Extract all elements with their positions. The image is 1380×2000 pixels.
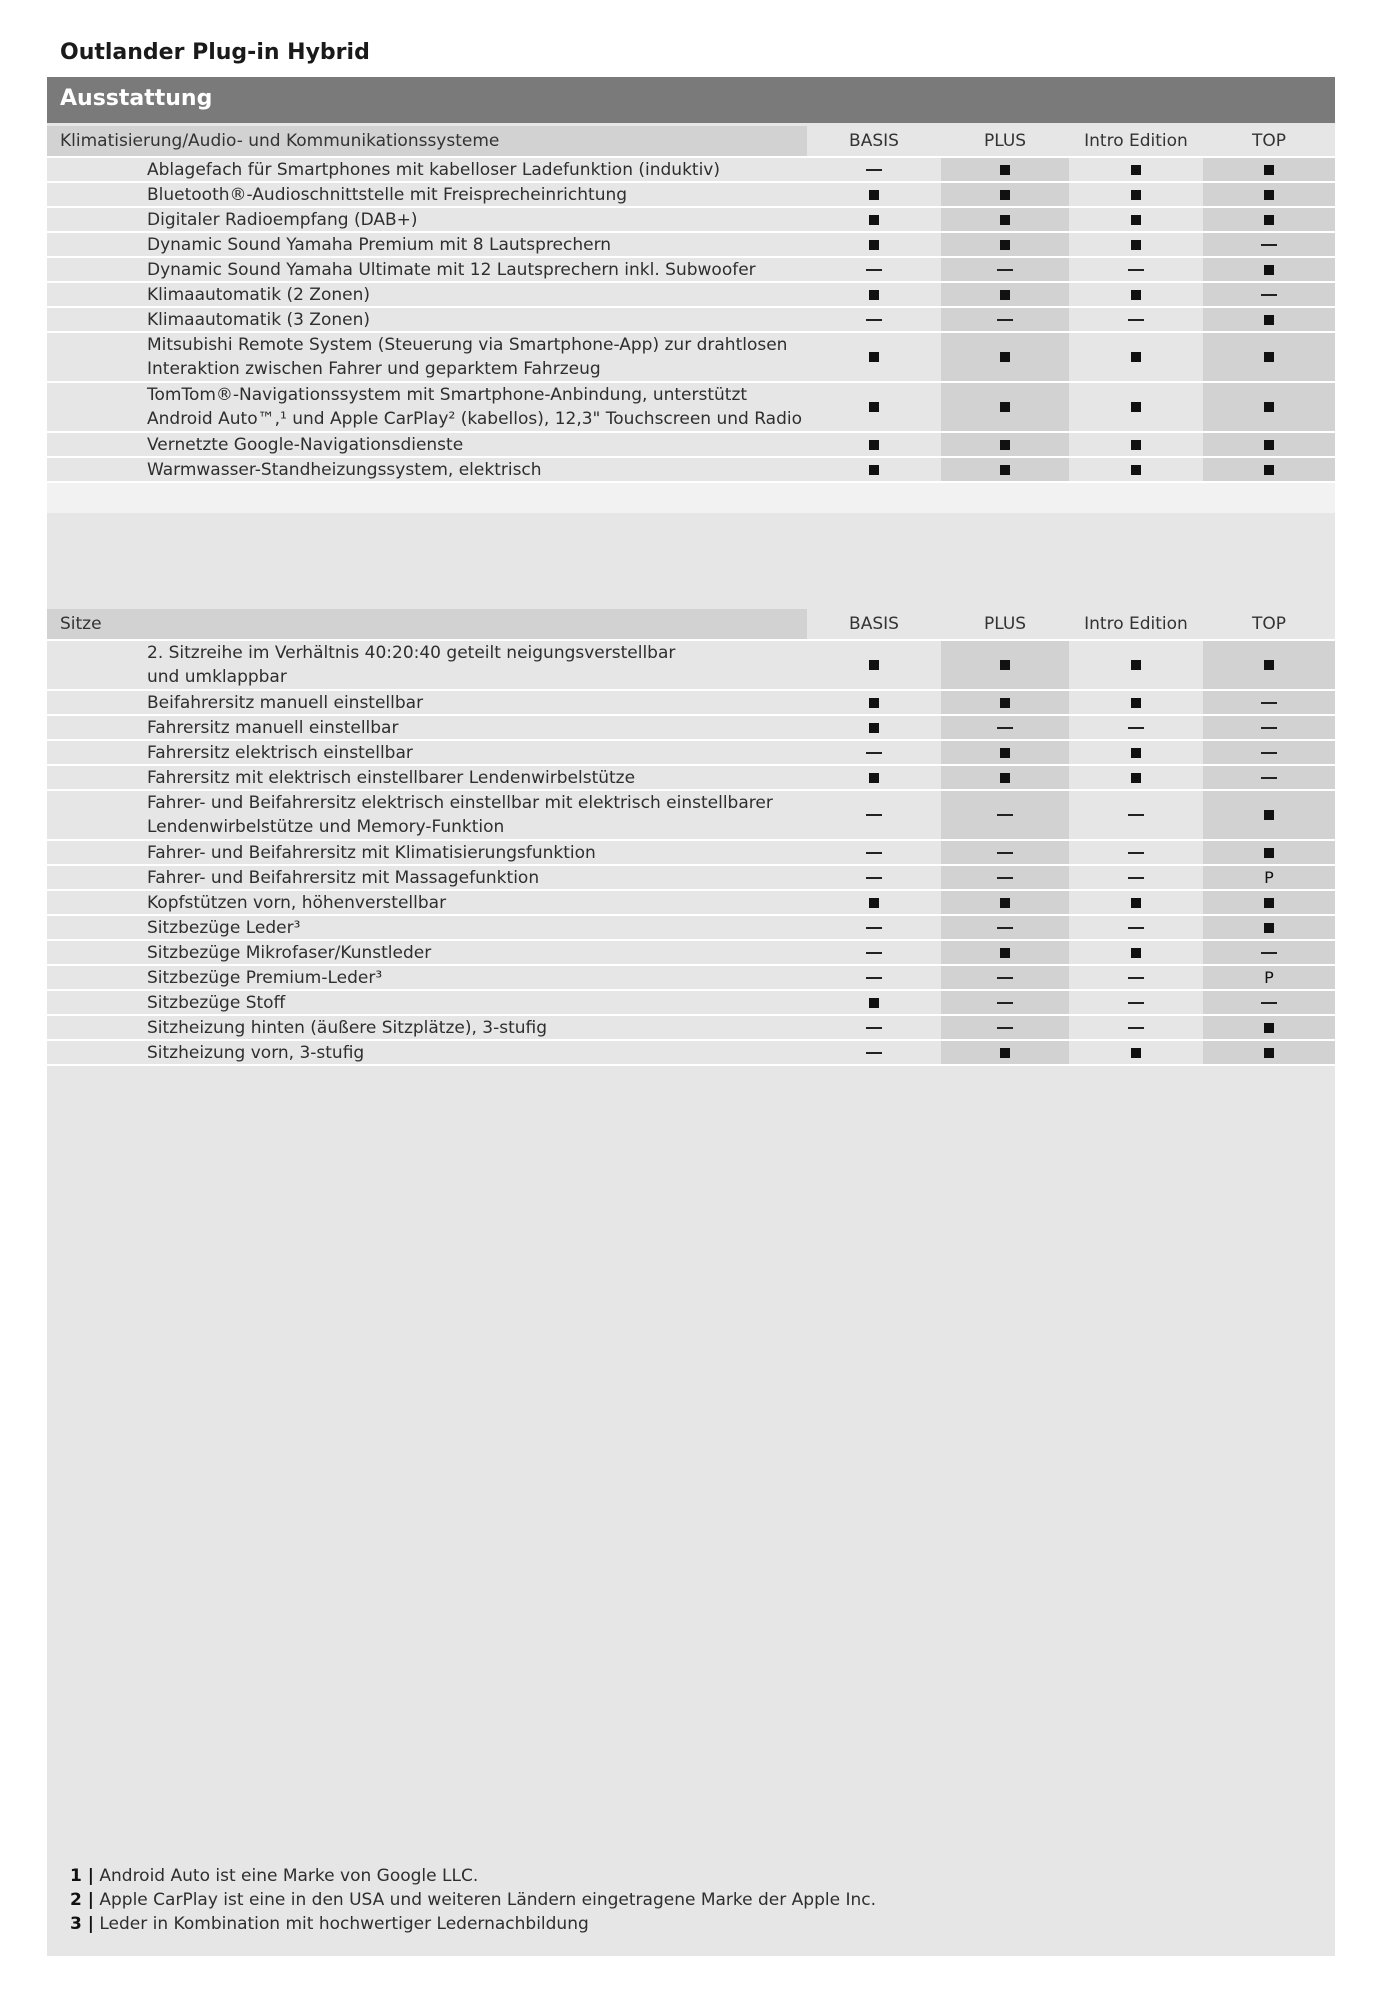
- table-row: [47, 841, 1335, 866]
- standard-mark-icon: [1072, 641, 1200, 689]
- footnote-3: 3 | Leder in Kombination mit hochwertiger Ledernachbildung: [70, 1914, 589, 1934]
- table-row: [47, 916, 1335, 941]
- square-icon: [869, 290, 879, 300]
- standard-mark-icon: [941, 183, 1069, 206]
- table-row: [47, 183, 1335, 208]
- standard-mark-icon: [941, 1041, 1069, 1064]
- dash-icon: [1261, 952, 1277, 954]
- dash-icon: [866, 1052, 882, 1054]
- square-icon: [1264, 440, 1274, 450]
- standard-mark-icon: [1072, 458, 1200, 481]
- square-icon: [1000, 440, 1010, 450]
- not-available-icon: [1203, 233, 1335, 256]
- not-available-icon: [810, 791, 938, 839]
- standard-mark-icon: [941, 433, 1069, 456]
- square-icon: [1000, 215, 1010, 225]
- dash-icon: [1128, 727, 1144, 729]
- standard-mark-icon: [941, 233, 1069, 256]
- square-icon: [1264, 265, 1274, 275]
- feature-name: Beifahrersitz manuell einstellbar: [147, 692, 424, 713]
- dash-icon: [1128, 1027, 1144, 1029]
- standard-mark-icon: [941, 208, 1069, 231]
- table-row: [47, 991, 1335, 1016]
- table-row: [47, 891, 1335, 916]
- square-icon: [1000, 165, 1010, 175]
- standard-mark-icon: [1203, 183, 1335, 206]
- dash-icon: [997, 727, 1013, 729]
- dash-icon: [1261, 244, 1277, 246]
- standard-mark-icon: [941, 641, 1069, 689]
- standard-mark-icon: [1203, 208, 1335, 231]
- dash-icon: [1128, 977, 1144, 979]
- standard-mark-icon: [810, 283, 938, 306]
- standard-mark-icon: [1203, 308, 1335, 331]
- standard-mark-icon: [1203, 383, 1335, 431]
- not-available-icon: [1072, 1016, 1200, 1039]
- square-icon: [1131, 352, 1141, 362]
- not-available-icon: [1072, 258, 1200, 281]
- standard-mark-icon: [941, 941, 1069, 964]
- standard-mark-icon: [1203, 433, 1335, 456]
- standard-mark-icon: [1072, 741, 1200, 764]
- standard-mark-icon: [1072, 383, 1200, 431]
- dash-icon: [866, 169, 882, 171]
- not-available-icon: [1072, 308, 1200, 331]
- dash-icon: [1261, 294, 1277, 296]
- square-icon: [869, 215, 879, 225]
- table-row: [47, 741, 1335, 766]
- dash-icon: [997, 1027, 1013, 1029]
- not-available-icon: [1072, 991, 1200, 1014]
- not-available-icon: [941, 308, 1069, 331]
- square-icon: [869, 190, 879, 200]
- standard-mark-icon: [810, 383, 938, 431]
- dash-icon: [1261, 727, 1277, 729]
- square-icon: [869, 402, 879, 412]
- standard-mark-icon: [1072, 891, 1200, 914]
- table-row: [47, 1041, 1335, 1066]
- standard-mark-icon: [941, 383, 1069, 431]
- dash-icon: [1128, 927, 1144, 929]
- feature-name: Ablagefach für Smartphones mit kabelloser Ladefunktion (induktiv): [147, 159, 721, 180]
- page-title: Outlander Plug-in Hybrid: [60, 40, 370, 65]
- square-icon: [1131, 402, 1141, 412]
- standard-mark-icon: [810, 433, 938, 456]
- square-icon: [1000, 660, 1010, 670]
- feature-name: Fahrersitz mit elektrisch einstellbarer Lendenwirbelstütze: [147, 767, 636, 788]
- table-row: [47, 383, 1335, 433]
- table-row: [47, 691, 1335, 716]
- dash-icon: [866, 877, 882, 879]
- table-row: [47, 308, 1335, 333]
- dash-icon: [866, 319, 882, 321]
- feature-name: Fahrer- und Beifahrersitz mit Massagefunktion: [147, 867, 540, 888]
- square-icon: [1131, 165, 1141, 175]
- not-available-icon: [810, 1016, 938, 1039]
- not-available-icon: [941, 866, 1069, 889]
- square-icon: [1131, 215, 1141, 225]
- square-icon: [1131, 240, 1141, 250]
- standard-mark-icon: [941, 283, 1069, 306]
- square-icon: [1000, 698, 1010, 708]
- square-icon: [1264, 923, 1274, 933]
- standard-mark-icon: [1203, 841, 1335, 864]
- square-icon: [1131, 190, 1141, 200]
- not-available-icon: [941, 791, 1069, 839]
- package-value: P: [1203, 966, 1335, 989]
- square-icon: [1000, 402, 1010, 412]
- column-header: PLUS: [941, 126, 1069, 156]
- not-available-icon: [941, 716, 1069, 739]
- not-available-icon: [810, 158, 938, 181]
- column-header: BASIS: [810, 126, 938, 156]
- feature-name: Sitzbezüge Mikrofaser/Kunstleder: [147, 942, 432, 963]
- standard-mark-icon: [1072, 333, 1200, 381]
- square-icon: [869, 240, 879, 250]
- feature-name: Sitzheizung vorn, 3-stufig: [147, 1042, 365, 1063]
- not-available-icon: [1203, 766, 1335, 789]
- dash-icon: [1128, 877, 1144, 879]
- dash-icon: [1261, 752, 1277, 754]
- section-klimatisierung: [47, 126, 1335, 513]
- feature-name: TomTom®-Navigationssystem mit Smartphone-Anbindung, unterstützt Android Auto™,¹ und Apple CarPlay² (kabellos), 12,3" Touchscreen und Radio: [147, 385, 802, 429]
- square-icon: [1131, 465, 1141, 475]
- feature-name: Dynamic Sound Yamaha Premium mit 8 Lautsprechern: [147, 234, 612, 255]
- feature-name: Digitaler Radioempfang (DAB+): [147, 209, 418, 230]
- square-icon: [869, 352, 879, 362]
- square-icon: [1131, 660, 1141, 670]
- standard-mark-icon: [1203, 158, 1335, 181]
- square-icon: [1264, 190, 1274, 200]
- standard-mark-icon: [810, 716, 938, 739]
- not-available-icon: [941, 258, 1069, 281]
- standard-mark-icon: [1072, 1041, 1200, 1064]
- not-available-icon: [1203, 691, 1335, 714]
- table-row: [47, 766, 1335, 791]
- standard-mark-icon: [941, 333, 1069, 381]
- table-row: [47, 941, 1335, 966]
- standard-mark-icon: [941, 766, 1069, 789]
- square-icon: [1000, 898, 1010, 908]
- standard-mark-icon: [1203, 1041, 1335, 1064]
- feature-name: Fahrersitz elektrisch einstellbar: [147, 742, 413, 763]
- square-icon: [1131, 698, 1141, 708]
- square-icon: [1264, 660, 1274, 670]
- column-header: Intro Edition: [1072, 609, 1200, 639]
- square-icon: [1264, 215, 1274, 225]
- square-icon: [1000, 465, 1010, 475]
- dash-icon: [997, 814, 1013, 816]
- standard-mark-icon: [810, 641, 938, 689]
- square-icon: [1131, 440, 1141, 450]
- feature-name: Warmwasser-Standheizungssystem, elektrisch: [147, 459, 542, 480]
- not-available-icon: [1203, 741, 1335, 764]
- standard-mark-icon: [1203, 1016, 1335, 1039]
- dash-icon: [866, 269, 882, 271]
- square-icon: [869, 773, 879, 783]
- table-row: [47, 283, 1335, 308]
- not-available-icon: [810, 1041, 938, 1064]
- standard-mark-icon: [941, 741, 1069, 764]
- square-icon: [1000, 190, 1010, 200]
- table-row: [47, 716, 1335, 741]
- dash-icon: [1128, 319, 1144, 321]
- square-icon: [1131, 290, 1141, 300]
- dash-icon: [1128, 852, 1144, 854]
- standard-mark-icon: [1203, 333, 1335, 381]
- standard-mark-icon: [810, 233, 938, 256]
- not-available-icon: [1072, 916, 1200, 939]
- square-icon: [1264, 315, 1274, 325]
- feature-name: Fahrer- und Beifahrersitz elektrisch einstellbar mit elektrisch einstellbarer Lendenwirbelstütze und Memory-Funktion: [147, 793, 773, 837]
- square-icon: [1000, 290, 1010, 300]
- not-available-icon: [1072, 966, 1200, 989]
- table-row: [47, 258, 1335, 283]
- dash-icon: [1261, 1002, 1277, 1004]
- table-row: [47, 966, 1335, 991]
- square-icon: [869, 440, 879, 450]
- dash-icon: [997, 319, 1013, 321]
- feature-name: Bluetooth®-Audioschnittstelle mit Freisprecheinrichtung: [147, 184, 628, 205]
- dash-icon: [866, 814, 882, 816]
- standard-mark-icon: [810, 458, 938, 481]
- feature-name: Klimaautomatik (3 Zonen): [147, 309, 370, 330]
- standard-mark-icon: [1072, 691, 1200, 714]
- dash-icon: [997, 877, 1013, 879]
- table-row: [47, 641, 1335, 691]
- standard-mark-icon: [1203, 458, 1335, 481]
- not-available-icon: [941, 841, 1069, 864]
- not-available-icon: [810, 841, 938, 864]
- table-row: [47, 791, 1335, 841]
- standard-mark-icon: [810, 333, 938, 381]
- standard-mark-icon: [1203, 916, 1335, 939]
- table-row: [47, 458, 1335, 483]
- section-sitze: [47, 609, 1335, 1066]
- section-spacer: [47, 483, 1335, 513]
- feature-name: Dynamic Sound Yamaha Ultimate mit 12 Lautsprechern inkl. Subwoofer: [147, 259, 756, 280]
- square-icon: [1000, 352, 1010, 362]
- column-header: TOP: [1203, 126, 1335, 156]
- standard-mark-icon: [1072, 158, 1200, 181]
- dash-icon: [866, 852, 882, 854]
- standard-mark-icon: [1203, 641, 1335, 689]
- footnote-2: 2 | Apple CarPlay ist eine in den USA und weiteren Ländern eingetragene Marke der Apple Inc.: [70, 1890, 876, 1910]
- not-available-icon: [1203, 716, 1335, 739]
- footnote-1: 1 | Android Auto ist eine Marke von Google LLC.: [70, 1866, 479, 1886]
- section-title: Sitze: [47, 609, 807, 639]
- square-icon: [1000, 773, 1010, 783]
- not-available-icon: [810, 941, 938, 964]
- square-icon: [1131, 898, 1141, 908]
- square-icon: [1264, 810, 1274, 820]
- section-title: Klimatisierung/Audio- und Kommunikationssysteme: [47, 126, 807, 156]
- square-icon: [1264, 465, 1274, 475]
- square-icon: [869, 723, 879, 733]
- table-row: [47, 208, 1335, 233]
- feature-name: Sitzbezüge Leder³: [147, 917, 301, 938]
- standard-mark-icon: [1203, 791, 1335, 839]
- table-row: [47, 866, 1335, 891]
- square-icon: [1264, 1023, 1274, 1033]
- dash-icon: [997, 269, 1013, 271]
- table-row: [47, 158, 1335, 183]
- standard-mark-icon: [1072, 766, 1200, 789]
- not-available-icon: [941, 991, 1069, 1014]
- standard-mark-icon: [1203, 258, 1335, 281]
- dash-icon: [1128, 814, 1144, 816]
- square-icon: [1264, 352, 1274, 362]
- dash-icon: [866, 1027, 882, 1029]
- column-header: BASIS: [810, 609, 938, 639]
- dash-icon: [866, 977, 882, 979]
- square-icon: [1000, 1048, 1010, 1058]
- standard-mark-icon: [810, 766, 938, 789]
- not-available-icon: [810, 966, 938, 989]
- not-available-icon: [941, 1016, 1069, 1039]
- table-row: [47, 1016, 1335, 1041]
- standard-mark-icon: [1072, 283, 1200, 306]
- dash-icon: [997, 1002, 1013, 1004]
- not-available-icon: [810, 258, 938, 281]
- square-icon: [869, 660, 879, 670]
- standard-mark-icon: [1072, 183, 1200, 206]
- feature-name: Sitzheizung hinten (äußere Sitzplätze), 3-stufig: [147, 1017, 548, 1038]
- standard-mark-icon: [810, 691, 938, 714]
- not-available-icon: [1072, 841, 1200, 864]
- dash-icon: [1128, 1002, 1144, 1004]
- package-value: P: [1203, 866, 1335, 889]
- feature-name: Sitzbezüge Premium-Leder³: [147, 967, 383, 988]
- feature-name: Vernetzte Google-Navigationsdienste: [147, 434, 464, 455]
- standard-mark-icon: [1072, 433, 1200, 456]
- square-icon: [869, 465, 879, 475]
- dash-icon: [1128, 269, 1144, 271]
- feature-name: Kopfstützen vorn, höhenverstellbar: [147, 892, 447, 913]
- feature-name: Sitzbezüge Stoff: [147, 992, 286, 1013]
- square-icon: [1131, 748, 1141, 758]
- not-available-icon: [810, 741, 938, 764]
- dash-icon: [997, 927, 1013, 929]
- feature-name: Fahrersitz manuell einstellbar: [147, 717, 399, 738]
- feature-name: Fahrer- und Beifahrersitz mit Klimatisierungsfunktion: [147, 842, 596, 863]
- dash-icon: [866, 752, 882, 754]
- footnotes: [70, 1864, 876, 1936]
- square-icon: [1264, 402, 1274, 412]
- standard-mark-icon: [941, 691, 1069, 714]
- column-header: PLUS: [941, 609, 1069, 639]
- section-header-row: [47, 609, 1335, 641]
- standard-mark-icon: [810, 891, 938, 914]
- square-icon: [869, 998, 879, 1008]
- table-row: [47, 433, 1335, 458]
- standard-mark-icon: [1072, 941, 1200, 964]
- dash-icon: [1261, 702, 1277, 704]
- square-icon: [1264, 165, 1274, 175]
- standard-mark-icon: [941, 891, 1069, 914]
- not-available-icon: [1203, 283, 1335, 306]
- table-row: [47, 333, 1335, 383]
- square-icon: [1264, 1048, 1274, 1058]
- column-header: TOP: [1203, 609, 1335, 639]
- square-icon: [1131, 773, 1141, 783]
- feature-name: Klimaautomatik (2 Zonen): [147, 284, 370, 305]
- square-icon: [1131, 1048, 1141, 1058]
- square-icon: [1264, 848, 1274, 858]
- not-available-icon: [810, 308, 938, 331]
- feature-name: 2. Sitzreihe im Verhältnis 40:20:40 geteilt neigungsverstellbar und umklappbar: [147, 643, 676, 687]
- square-icon: [1264, 898, 1274, 908]
- square-icon: [1131, 948, 1141, 958]
- square-icon: [1000, 240, 1010, 250]
- not-available-icon: [810, 916, 938, 939]
- square-icon: [869, 698, 879, 708]
- dash-icon: [1261, 777, 1277, 779]
- dash-icon: [997, 852, 1013, 854]
- square-icon: [1000, 748, 1010, 758]
- standard-mark-icon: [941, 458, 1069, 481]
- dash-icon: [997, 977, 1013, 979]
- table-row: [47, 233, 1335, 258]
- not-available-icon: [1072, 866, 1200, 889]
- column-header: Intro Edition: [1072, 126, 1200, 156]
- not-available-icon: [941, 916, 1069, 939]
- not-available-icon: [941, 966, 1069, 989]
- square-icon: [869, 898, 879, 908]
- section-header-bar: [47, 77, 1335, 123]
- dash-icon: [866, 952, 882, 954]
- section-header-row: [47, 126, 1335, 158]
- standard-mark-icon: [1072, 208, 1200, 231]
- not-available-icon: [810, 866, 938, 889]
- standard-mark-icon: [810, 183, 938, 206]
- not-available-icon: [1072, 791, 1200, 839]
- standard-mark-icon: [810, 991, 938, 1014]
- not-available-icon: [1203, 941, 1335, 964]
- not-available-icon: [1072, 716, 1200, 739]
- header-title: Ausstattung: [60, 86, 213, 111]
- not-available-icon: [1203, 991, 1335, 1014]
- dash-icon: [866, 927, 882, 929]
- feature-name: Mitsubishi Remote System (Steuerung via Smartphone-App) zur drahtlosen Interaktion zwischen Fahrer und geparktem Fahrzeug: [147, 335, 788, 379]
- standard-mark-icon: [941, 158, 1069, 181]
- standard-mark-icon: [1072, 233, 1200, 256]
- square-icon: [1000, 948, 1010, 958]
- standard-mark-icon: [1203, 891, 1335, 914]
- standard-mark-icon: [810, 208, 938, 231]
